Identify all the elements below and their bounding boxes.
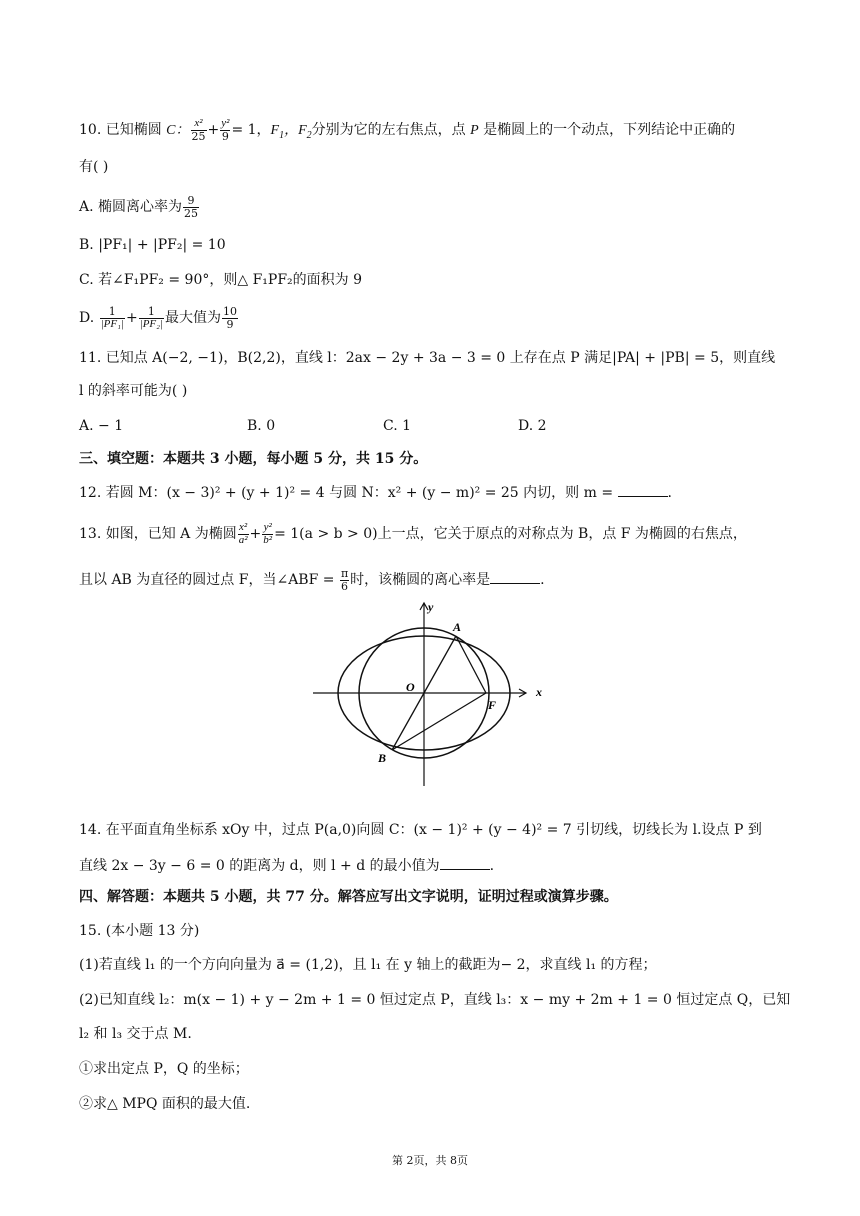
q12-line xyxy=(79,484,672,502)
q14-line2 xyxy=(79,857,494,875)
label-o: O xyxy=(406,680,415,694)
label-b: B xyxy=(378,751,387,765)
opt-d-tail: 最大值为 xyxy=(165,310,221,327)
q10-text-f: 分别为它的左右焦点，点 xyxy=(311,122,471,139)
opt-a-text: A. 椭圆离心率为 xyxy=(79,199,183,216)
q14-end: . xyxy=(489,858,495,874)
p-label: P xyxy=(470,123,479,139)
q10-text-b: 是椭圆上的一个动点，下列结论中正确的 xyxy=(478,122,736,139)
q12-blank xyxy=(618,484,668,497)
q11-option-c: C. 1 xyxy=(383,418,412,434)
q10-option-a xyxy=(79,195,200,219)
q13-end: . xyxy=(540,572,545,589)
q15-sub2: ②求△ MPQ 面积的最大值. xyxy=(79,1096,251,1112)
q13-text-d: 时，该椭圆的离心率是 xyxy=(350,572,491,589)
q10-option-d: D. $\frac{1}{\text{|PF₁|}}$ + $\frac{1}{\text{|PF₂|}}$ 最大值为 $\frac{10}{9}$ xyxy=(79,305,237,331)
q11-line2: l 的斜率可能为( ) xyxy=(79,383,188,399)
eq-rest: = 1， xyxy=(231,122,271,139)
q11-line1: 11. 已知点 A(−2, −1)，B(2,2)，直线 l：2ax − 2y + 3a − 3 = 0 上存在点 P 满足|PA| + |PB| = 5，则直线 xyxy=(79,350,776,366)
opt-d-head: D. xyxy=(79,310,99,327)
frac-1-pf1: $\frac{1}{\text{|PF₁|}}$ xyxy=(100,305,124,330)
q11-option-b: B. 0 xyxy=(247,418,276,434)
label-y: y xyxy=(428,600,434,614)
q14-text: 直线 2x − 3y − 6 = 0 的距离为 d，则 l + d 的最小值为 xyxy=(79,858,440,874)
q13-line2 xyxy=(79,568,545,592)
q13-blank xyxy=(490,571,540,584)
q14-line1: 14. 在平面直角坐标系 xOy 中，过点 P(a,0)向圆 C：(x − 1)² + (y − 4)² = 7 引切线，切线长为 l.设点 P 到 xyxy=(79,822,762,838)
section-3-heading: 三、填空题：本题共 3 小题，每小题 5 分，共 15 分。 xyxy=(79,451,428,467)
label-x: x xyxy=(536,685,542,699)
q10-option-b: B. |PF₁| + |PF₂| = 10 xyxy=(79,237,226,253)
page-footer: 第 2页，共 8页 xyxy=(392,1154,468,1167)
q12-end: . xyxy=(667,485,672,501)
frac-x2-25: $\frac{\text{x²}}{25}$ xyxy=(191,117,206,143)
q15-part2-line2: l₂ 和 l₃ 交于点 M. xyxy=(79,1026,192,1042)
f1-label: $F_1$，$F_2$ xyxy=(270,123,312,141)
frac-y2-9: $\frac{\text{y²}}{9}$ xyxy=(221,117,230,143)
q10-line1: 10. 已知椭圆 C： $\frac{\text{x²}}{25}$ + $\frac{\text{y²}}{9}$ = 1，$F_1$，$F_2$分别为它的左右焦点，点 P 是椭圆上的一个动点，下列结论中正确的 xyxy=(79,117,736,143)
q13-line1: 13. 如图，已知 A 为椭圆 $\frac{\text{x²}}{\text{a²}}$ + $\frac{\text{y²}}{\text{b²}}$ = 1(a > b > 0)上一点，它关于原点的对称点为 B，点 F 为椭圆的右焦点， xyxy=(79,521,747,546)
frac-y2-b2: $\frac{\text{y²}}{\text{b²}}$ xyxy=(263,521,273,546)
frac-pi-6: $\frac{\pi}{6}$ xyxy=(340,567,349,593)
section-4-heading: 四、解答题：本题共 5 小题，共 77 分。解答应写出文字说明，证明过程或演算步骤。 xyxy=(79,889,618,905)
q13-text-c: 且以 AB 为直径的圆过点 F，当∠ABF = xyxy=(79,572,339,589)
label-f: F xyxy=(488,698,497,712)
q11-option-a: A. − 1 xyxy=(79,418,124,434)
frac-1-pf2: $\frac{1}{\text{|PF₂|}}$ xyxy=(139,305,163,330)
ellipse-label: C： xyxy=(166,123,190,139)
ellipse-figure xyxy=(308,598,558,798)
frac-9-25: $\frac{9}{25}$ xyxy=(184,194,199,220)
q15-part1: (1)若直线 l₁ 的一个方向向量为 a⃗ = (1,2)，且 l₁ 在 y 轴上的截距为− 2，求直线 l₁ 的方程； xyxy=(79,957,657,973)
frac-10-9: $\frac{10}{9}$ xyxy=(223,305,237,331)
q10-text-a: 已知椭圆 xyxy=(105,122,167,139)
q13-text-b: = 1(a > b > 0)上一点，它关于原点的对称点为 B，点 F 为椭圆的右焦点， xyxy=(274,526,747,543)
q15-sub1: ①求出定点 P，Q 的坐标； xyxy=(79,1061,249,1077)
q12-text: 12. 若圆 M：(x − 3)² + (y + 1)² = 4 与圆 N：x² + (y − m)² = 25 内切，则 m = xyxy=(79,485,618,501)
q10-line2: 有( ) xyxy=(79,159,109,175)
q15-part2-line1: (2)已知直线 l₂：m(x − 1) + y − 2m + 1 = 0 恒过定点 P，直线 l₃：x − my + 2m + 1 = 0 恒过定点 Q，已知 xyxy=(79,992,791,1008)
segment-bf xyxy=(392,693,486,750)
q10-option-c: C. 若∠F₁PF₂ = 90°，则△ F₁PF₂的面积为 9 xyxy=(79,272,363,288)
q15-heading: 15. (本小题 13 分) xyxy=(79,923,200,939)
q11-option-d: D. 2 xyxy=(518,418,547,434)
label-a: A xyxy=(453,620,462,634)
frac-x2-a2: $\frac{\text{x²}}{\text{a²}}$ xyxy=(238,521,248,546)
q10-number: 10. xyxy=(79,122,106,139)
q13-text-a: 13. 如图，已知 A 为椭圆 xyxy=(79,526,237,543)
q14-blank xyxy=(440,857,490,870)
